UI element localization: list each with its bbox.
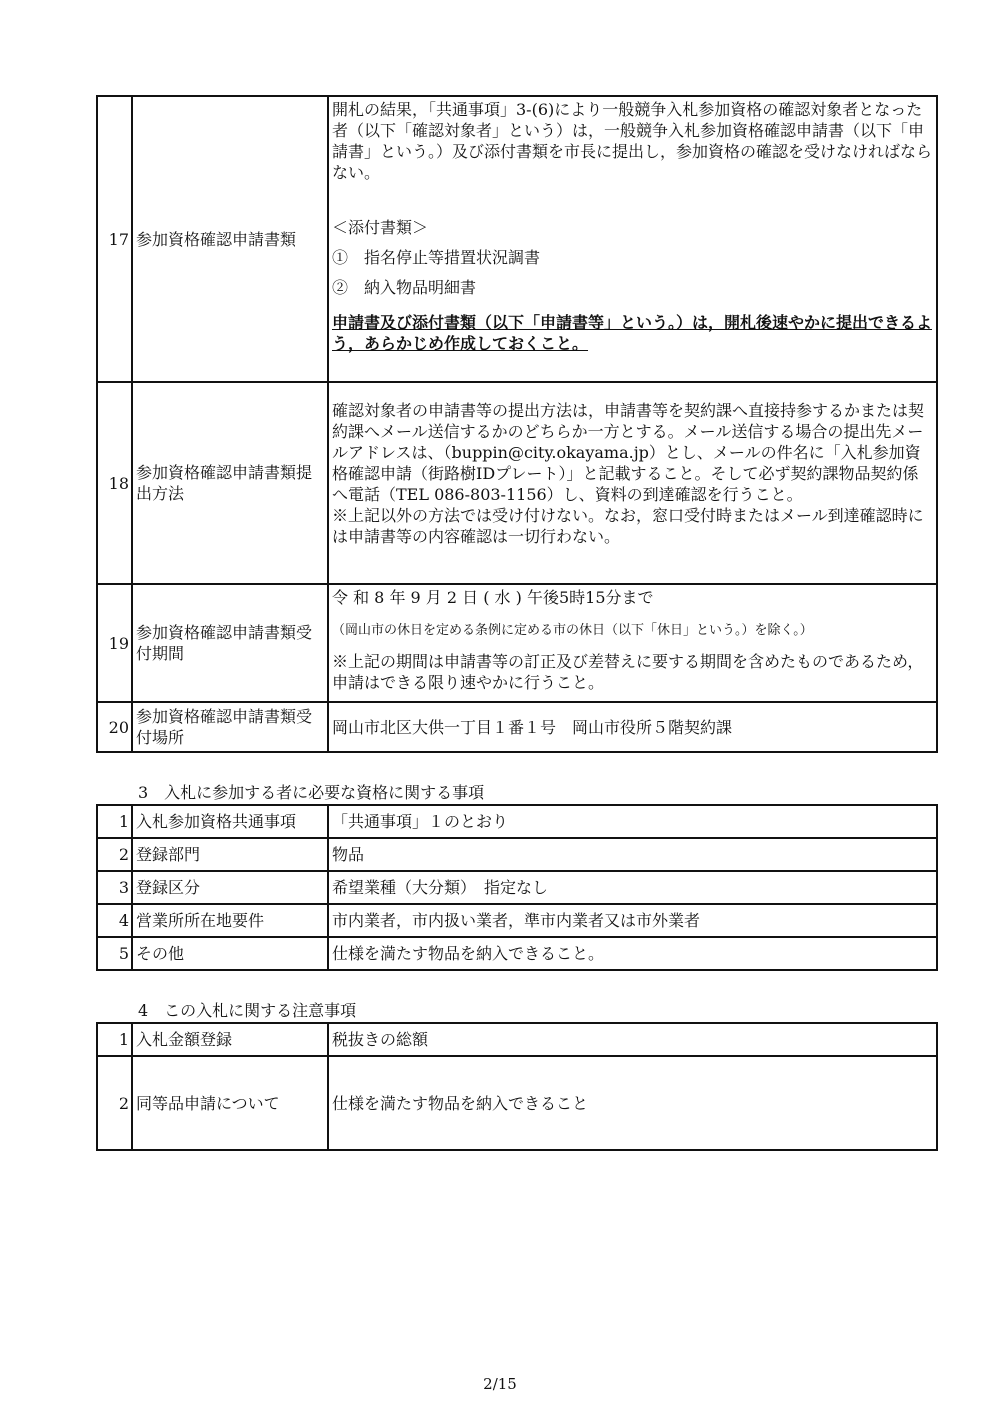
row-label: 同等品申請について — [132, 1056, 328, 1150]
table-row — [97, 702, 937, 752]
row-number: 2 — [97, 838, 132, 871]
attachment-item: ① 指名停止等措置状況調書 — [332, 248, 541, 267]
table-row — [97, 904, 937, 937]
intro-text: 開札の結果，「共通事項」3-(6)により一般競争入札参加資格の確認対象者となった者（以下「確認対象者」という）は，一般競争入札参加資格確認申請書（以下「申請書」という。）及び添付書類を市長に提出し，参加資格の確認を受けなければならない。 — [332, 100, 933, 182]
section-heading: 4 この入札に関する注意事項 — [138, 1001, 357, 1020]
row-number: 17 — [97, 96, 132, 382]
holiday-note: （岡山市の休日を定める条例に定める市の休日（以下「休日」という。）を除く。） — [332, 623, 813, 638]
notes-table — [96, 1022, 938, 1151]
row-number: 1 — [97, 1023, 132, 1056]
section-heading: 3 入札に参加する者に必要な資格に関する事項 — [138, 783, 485, 802]
row-value: 市内業者，市内扱い業者，準市内業者又は市外業者 — [328, 904, 937, 937]
table-row — [97, 937, 937, 970]
row-value: 仕様を満たす物品を納入できること — [328, 1056, 937, 1150]
row-label: 入札金額登録 — [132, 1023, 328, 1056]
row-label: 入札参加資格共通事項 — [132, 805, 328, 838]
row-value: 希望業種（大分類） 指定なし — [328, 871, 937, 904]
row-label: 参加資格確認申請書類受付期間 — [132, 584, 328, 702]
table-row — [97, 871, 937, 904]
row-value: 税抜きの総額 — [328, 1023, 937, 1056]
row-value: 物品 — [328, 838, 937, 871]
row-content — [328, 584, 937, 702]
row-content — [328, 382, 937, 584]
period-note: ※上記の期間は申請書等の訂正及び差替えに要する期間を含めたものであるため，申請はできる限り速やかに行うこと。 — [332, 652, 924, 692]
row-label: 登録区分 — [132, 871, 328, 904]
table-row — [97, 584, 937, 702]
qualification-confirmation-table — [96, 95, 938, 753]
row-content: 岡山市北区大供一丁目１番１号 岡山市役所５階契約課 — [328, 702, 937, 752]
row-number: 3 — [97, 871, 132, 904]
row-label: 参加資格確認申請書類提出方法 — [132, 382, 328, 584]
attachment-item: ② 納入物品明細書 — [332, 278, 477, 297]
row-number: 2 — [97, 1056, 132, 1150]
table-row — [97, 805, 937, 838]
row-number: 20 — [97, 702, 132, 752]
row-number: 18 — [97, 382, 132, 584]
deadline-text: 令 和 8 年 9 月 2 日 ( 水 ) 午後5時15分まで — [332, 588, 654, 607]
row-value: 「共通事項」１のとおり — [328, 805, 937, 838]
submission-method-note: ※上記以外の方法では受け付けない。なお，窓口受付時またはメール到達確認時には申請書等の内容確認は一切行わない。 — [332, 506, 924, 546]
row-label: 登録部門 — [132, 838, 328, 871]
table-row — [97, 1056, 937, 1150]
row-number: 5 — [97, 937, 132, 970]
preparation-note: 申請書及び添付書類（以下「申請書等」という。）は，開札後速やかに提出できるよう，あらかじめ作成しておくこと。 — [332, 313, 933, 353]
table-row — [97, 1023, 937, 1056]
row-number: 4 — [97, 904, 132, 937]
row-value: 仕様を満たす物品を納入できること。 — [328, 937, 937, 970]
row-label: 参加資格確認申請書類 — [132, 96, 328, 382]
row-label: 参加資格確認申請書類受付場所 — [132, 702, 328, 752]
submission-method-text: 確認対象者の申請書等の提出方法は，申請書等を契約課へ直接持参するかまたは契約課へメール送信するかのどちらか一方とする。メール送信する場合の提出先メールアドレスは、（buppin@city.okayama.jp）とし、メールの件名に「入札参加資格確認申請（街路樹IDプレート）」と記載すること。そして必ず契約課物品契約係へ電話（TEL 086-803-1156）し、資料の到達確認を行うこと。 — [332, 401, 925, 504]
attachments-heading: ＜添付書類＞ — [332, 218, 429, 237]
row-number: 1 — [97, 805, 132, 838]
table-row — [97, 96, 937, 382]
page-number: 2/15 — [483, 1375, 517, 1393]
eligibility-table — [96, 804, 938, 971]
row-label: 営業所所在地要件 — [132, 904, 328, 937]
table-row — [97, 382, 937, 584]
row-number: 19 — [97, 584, 132, 702]
table-row — [97, 838, 937, 871]
row-label: その他 — [132, 937, 328, 970]
row-content — [328, 96, 937, 382]
